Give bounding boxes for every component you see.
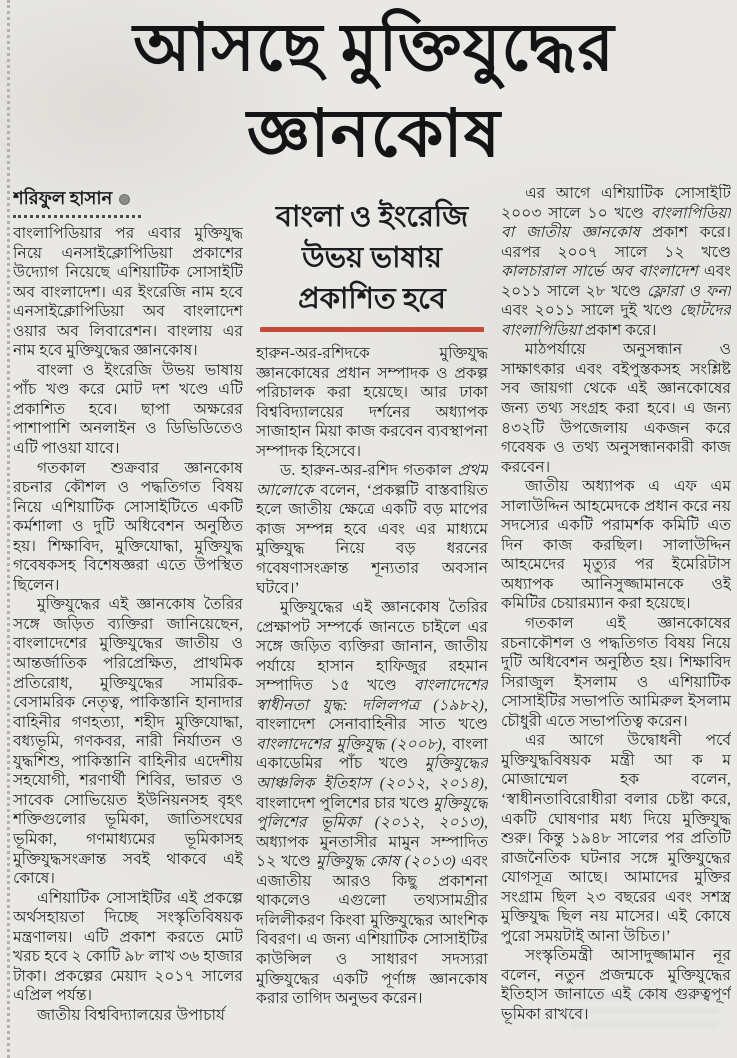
column-3-body: [501, 184, 731, 1025]
article-paragraph: হারুন-অর-রশিদকে মুক্তিযুদ্ধ জ্ঞানকোষের প্রধান সম্পাদক ও প্রকল্প পরিচালক করা হয়েছে। আর ঢাকা বিশ্ববিদ্যালয়ের দর্শনের অধ্যাপক সাজাহান মিয়া কাজ করবেন ব্যবস্থাপনা সম্পাদক হিসেবে।: [256, 345, 488, 460]
byline: [13, 184, 243, 212]
article-paragraph: এর আগে এশিয়াটিক সোসাইটি ২০০৩ সালে ১০ খণ্ডে বাংলাপিডিয়া বা জাতীয় জ্ঞানকোষ প্রকাশ করে। এরপর ২০০৭ সালে ১২ খণ্ডে কালচারাল সার্ভে অব বাংলাদেশ এবং ২০১১ সালে ২৮ খণ্ডে ফ্লোরা ও ফনা এবং ২০১১ সালে দুই খণ্ডে ছোটদের বাংলাপিডিয়া প্রকাশ করে।: [501, 185, 731, 339]
article-paragraph: সংস্কৃতিমন্ত্রী আসাদুজ্জামান নূর বলেন, নতুন প্রজন্মকে মুক্তিযুদ্ধের ইতিহাস জানাতে এই কোষ গুরুত্বপূর্ণ ভূমিকা রাখবে।: [501, 947, 731, 1023]
article-paragraph: বাংলা ও ইংরেজি উভয় ভাষায় পাঁচ খণ্ড করে মোট দশ খণ্ডে এটি প্রকাশিত হবে। ছাপা অক্ষরের পাশাপাশি অনলাইন ও ডিভিডিতেও এটি পাওয়া যাবে।: [13, 361, 243, 458]
article-paragraph: মুক্তিযুদ্ধের এই জ্ঞানকোষ তৈরির সঙ্গে জড়িত ব্যক্তিরা জানিয়েছেন, বাংলাদেশের মুক্তিযুদ্ধের জাতীয় ও আন্তর্জাতিক পরিপ্রেক্ষিত, প্রাথমিক প্রতিরোধ, মুক্তিযুদ্ধের সামরিক-বেসামরিক নেতৃত্ব, পাকিস্তানি হানাদার বাহিনীর গণহত্যা, শহীদ মুক্তিযোদ্ধা, বধ্যভূমি, গণকবর, নারী নির্যাতন ও যুদ্ধশিশু, পাকিস্তানি বাহিনীর এদেশীয় সহযোগী, শরণার্থী শিবির, ভারত ও সাবেক সোভিয়েত ইউনিয়নসহ বৃহৎ শক্তিগুলোর ভূমিকা, জাতিসংঘের ভূমিকা, গণমাধ্যমের ভূমিকাসহ মুক্তিযুদ্ধসংক্রান্ত সবই থাকবে এই কোষে।: [13, 596, 243, 888]
column-1-body: [13, 224, 243, 1025]
article-paragraph: ড. হারুন-অর-রশিদ গতকাল প্রথম আলোকে বলেন, ‘প্রকল্পটি বাস্তবায়িত হলে জাতীয় ক্ষেত্রে একটি বড় মাপের কাজ সম্পন্ন হবে এবং এর মাধ্যমে মুক্তিযুদ্ধ নিয়ে বড় ধরনের গবেষণাসংক্রান্ত শূন্যতার অবসান ঘটবে।’: [256, 462, 488, 597]
pull-quote-red-rule: [260, 327, 484, 332]
article-paragraph: মাঠপর্যায়ে অনুসন্ধান ও সাক্ষাৎকার এবং বইপুস্তকসহ সংশ্লিষ্ট সব জায়গা থেকে এই জ্ঞানকোষের জন্য তথ্য সংগ্রহ করা হবে। এ জন্য ৪৩২টি উপজেলায় একজন করে গবেষক ও তথ্য অনুসন্ধানকারী কাজ করবেন।: [501, 341, 731, 476]
column-1: [13, 184, 243, 1058]
article-headline: [24, 6, 724, 182]
article-paragraph: এশিয়াটিক সোসাইটির এই প্রকল্পে অর্থসহায়তা দিচ্ছে সংস্কৃতিবিষয়ক মন্ত্রণালয়। এটি প্রকাশ করতে মোট খরচ হবে ২ কোটি ৯৮ লাখ ৩৬ হাজার টাকা। প্রকল্পের মেয়াদ ২০১৭ সালের এপ্রিল পর্যন্ত।: [13, 889, 243, 1005]
column-2-body: [256, 344, 488, 1009]
article-paragraph: জাতীয় অধ্যাপক এ এফ এম সালাউদ্দিন আহমেদকে প্রধান করে নয় সদস্যের একটি পরামর্শক কমিটি এত দিন কাজ করছিল। সালাউদ্দিন আহমেদের মৃত্যুর পর ইমেরিটাস অধ্যাপক আনিসুজ্জামানকে ওই কমিটির চেয়ারম্যান করা হয়েছে।: [501, 478, 731, 613]
article-columns: [13, 184, 731, 1058]
article-paragraph: গতকাল এই জ্ঞানকোষের রচনাকৌশল ও পদ্ধতিগত বিষয় নিয়ে দুটি অধিবেশন অনুষ্ঠিত হয়। শিক্ষাবিদ সিরাজুল ইসলাম ও এশিয়াটিক সোসাইটির সভাপতি আমিরুল ইসলাম চৌধুরী এতে সভাপতিত্ব করেন।: [501, 615, 731, 730]
headline-line-1: আসছে মুক্তিযুদ্ধের: [133, 12, 615, 85]
column-2: [256, 184, 488, 1058]
byline-dotted-rule: [13, 215, 141, 218]
article-paragraph: মুক্তিযুদ্ধের এই জ্ঞানকোষ তৈরির প্রেক্ষাপট সম্পর্কে জানতে চাইলে এর সঙ্গে জড়িত ব্যক্তিরা জানান, জাতীয় পর্যায়ে হাসান হাফিজুর রহমান সম্পাদিত ১৫ খণ্ডে বাংলাদেশের স্বাধীনতা যুদ্ধ: দলিলপত্র (১৯৮২), বাংলাদেশ সেনাবাহিনীর সাত খণ্ডে বাংলাদেশের মুক্তিযুদ্ধ (২০০৮), বাংলা একাডেমির পাঁচ খণ্ডে মুক্তিযুদ্ধের আঞ্চলিক ইতিহাস (২০১২, ২০১৪), বাংলাদেশ পুলিশের চার খণ্ডে মুক্তিযুদ্ধে পুলিশের ভূমিকা (২০১২, ২০১৩), অধ্যাপক মুনতাসীর মামুন সম্পাদিত ১২ খণ্ডে মুক্তিযুদ্ধ কোষ (২০১৩) এবং এজাতীয় আরও কিছু প্রকাশনা থাকলেও এগুলো তথ্যসামগ্রীর দলিলীকরণ কিংবা মুক্তিযুদ্ধের আংশিক বিবরণ। এ জন্য এশিয়াটিক সোসাইটির কাউন্সিল ও সাধারণ সদস্যরা মুক্তিযুদ্ধের একটি পূর্ণাঙ্গ জ্ঞানকোষ করার তাগিদ অনুভব করেন।: [256, 599, 488, 1008]
article-paragraph: এর আগে উদ্বোধনী পর্বে মুক্তিযুদ্ধবিষয়ক মন্ত্রী আ ক ম মোজাম্মেল হক বলেন, ‘স্বাধীনতাবিরোধীরা বলার চেষ্টা করে, একটি ঘোষণার মধ্য দিয়ে মুক্তিযুদ্ধ শুরু। কিন্তু ১৯৪৮ সালের পর প্রতিটি রাজনৈতিক ঘটনার সঙ্গে মুক্তিযুদ্ধের যোগসূত্র আছে। আমাদের মুক্তির সংগ্রাম ছিল ২৩ বছরের এবং সশস্ত্র মুক্তিযুদ্ধ ছিল নয় মাসের। এই কোষে পুরো সময়টাই আনা উচিত।’: [501, 732, 731, 945]
article-paragraph: জাতীয় বিশ্ববিদ্যালয়ের উপাচার্য: [37, 1006, 225, 1024]
article-paragraph: গতকাল শুক্রবার জ্ঞানকোষ রচনার কৌশল ও পদ্ধতিগত বিষয় নিয়ে এশিয়াটিক সোসাইটিতে একটি কর্মশালা ও দুটি অধিবেশন অনুষ্ঠিত হয়। শিক্ষাবিদ, মুক্তিযোদ্ধা, মুক্তিযুদ্ধ গবেষকসহ বিশেষজ্ঞরা এতে উপস্থিত ছিলেন।: [13, 459, 243, 594]
headline-line-2: জ্ঞানকোষ: [247, 98, 501, 171]
byline-bullet-icon: [119, 194, 130, 205]
clipping-perforated-edge: [7, 0, 10, 1058]
article-paragraph: বাংলাপিডিয়ার পর এবার মুক্তিযুদ্ধ নিয়ে এনসাইক্লোপিডিয়া প্রকাশের উদ্যোগ নিয়েছে এশিয়াটিক সোসাইটি অব বাংলাদেশ। এর ইংরেজি নাম হবে এনসাইক্লোপিডিয়া অব বাংলাদেশ ওয়ার অব লিবারেশন। বাংলায় এর নাম হবে মুক্তিযুদ্ধের জ্ঞানকোষ।: [13, 225, 243, 360]
column-3: [501, 184, 731, 1058]
pull-quote: বাংলা ও ইংরেজি উভয় ভাষায় প্রকাশিত হবে: [275, 201, 469, 315]
byline-author-name: শরিফুল হাসান: [13, 188, 113, 208]
